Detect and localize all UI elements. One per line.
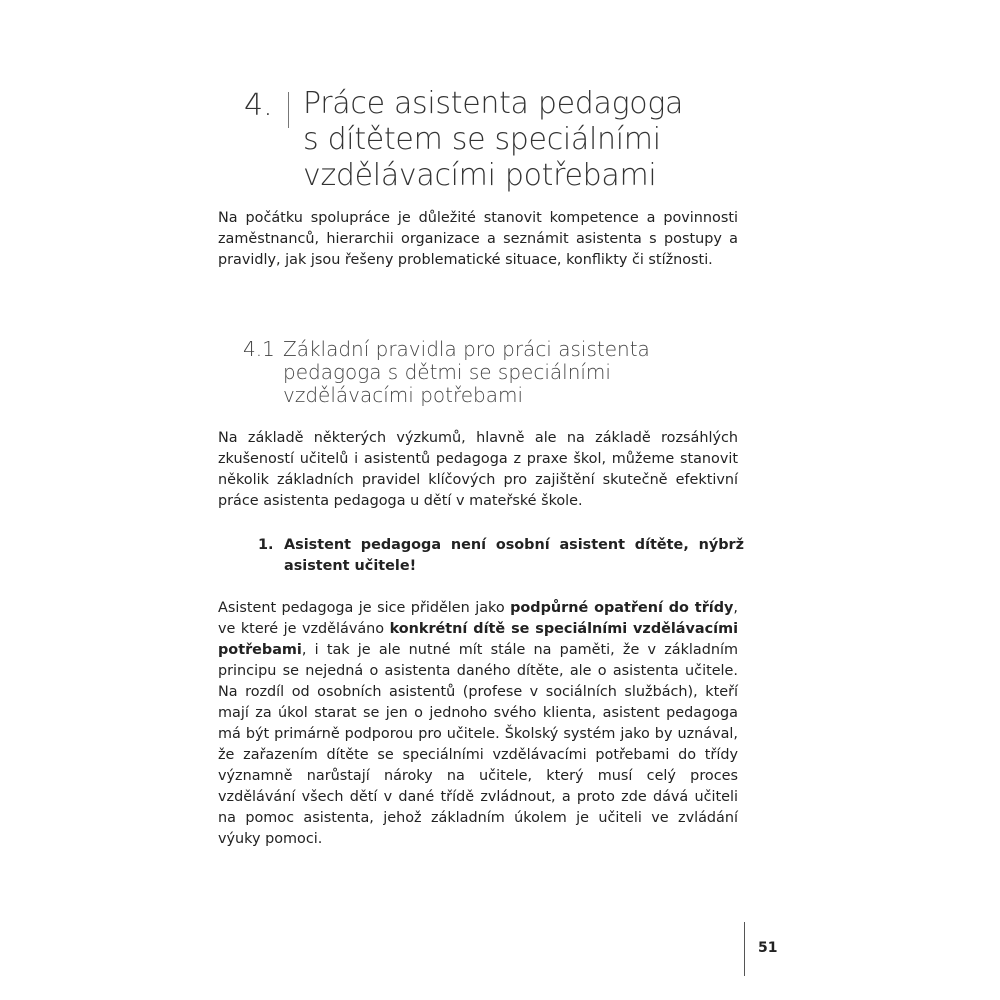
rule-paragraph-bold-1: podpůrné opatření do třídy (510, 600, 734, 616)
intro-paragraph: Na počátku spolupráce je důležité stanovit kompetence a povinnosti zaměstnanců, hierarchii organizace a seznámit asistenta s postupy a pravidly, jak jsou řešeny problematické situace, konflikty či stížnosti. (218, 210, 738, 268)
rule-paragraph-text-2: , ve které je vzděláváno (218, 600, 738, 637)
chapter-heading (244, 86, 764, 194)
section-number: 4.1 (243, 337, 275, 361)
rule-paragraph (218, 598, 738, 850)
section-title: Základní pravidla pro práci asistenta pedagoga s dětmi se speciálními vzdělávacími potřebami (283, 337, 650, 407)
section-heading (243, 338, 683, 407)
rule-paragraph-bold-2: konkrétní dítě se speciálními vzdělávacími potřebami (218, 621, 738, 658)
rule-number: 1. (258, 537, 274, 553)
section-paragraph: Na základě některých výzkumů, hlavně ale na základě rozsáhlých zkušeností učitelů i asistentů pedagoga z praxe škol, můžeme stanovit několik základních pravidel klíčových pro zajištění skutečně efektivní práce asistenta pedagoga u dětí v mateřské škole. (218, 430, 738, 509)
rule-paragraph-text-3: , i tak je ale nutné mít stále na paměti, že v základním principu se nejedná o asistenta daného dítěte, ale o asistenta učitele. Na rozdíl od osobních asistentů (profese v sociálních službách), kteří mají za úkol starat se jen o jednoho svého klienta, asistent pedagoga má být primárně podporou pro učitele. Školský systém jako by uznával, že zařazením dítěte se speciálními vzdělávacími potřebami do třídy významně narůstají nároky na učitele, který musí celý proces vzdělávání všech dětí v dané třídě zvládnout, a proto zde dává učiteli na pomoc asistenta, jehož základním úkolem je učiteli ve zvládání výuky pomoci. (218, 642, 738, 847)
chapter-divider (288, 92, 289, 128)
page-number-divider (744, 922, 745, 976)
page-number: 51 (758, 940, 778, 956)
rule-text: Asistent pedagoga není osobní asistent dítěte, nýbrž asistent učitele! (284, 537, 744, 574)
rule-paragraph-text-1: Asistent pedagoga je sice přidělen jako (218, 600, 511, 616)
rule-item-1 (258, 535, 744, 577)
chapter-title: Práce asistenta pedagoga s dítětem se speciálními vzdělávacími potřebami (303, 86, 684, 193)
chapter-number: 4. (244, 88, 273, 123)
